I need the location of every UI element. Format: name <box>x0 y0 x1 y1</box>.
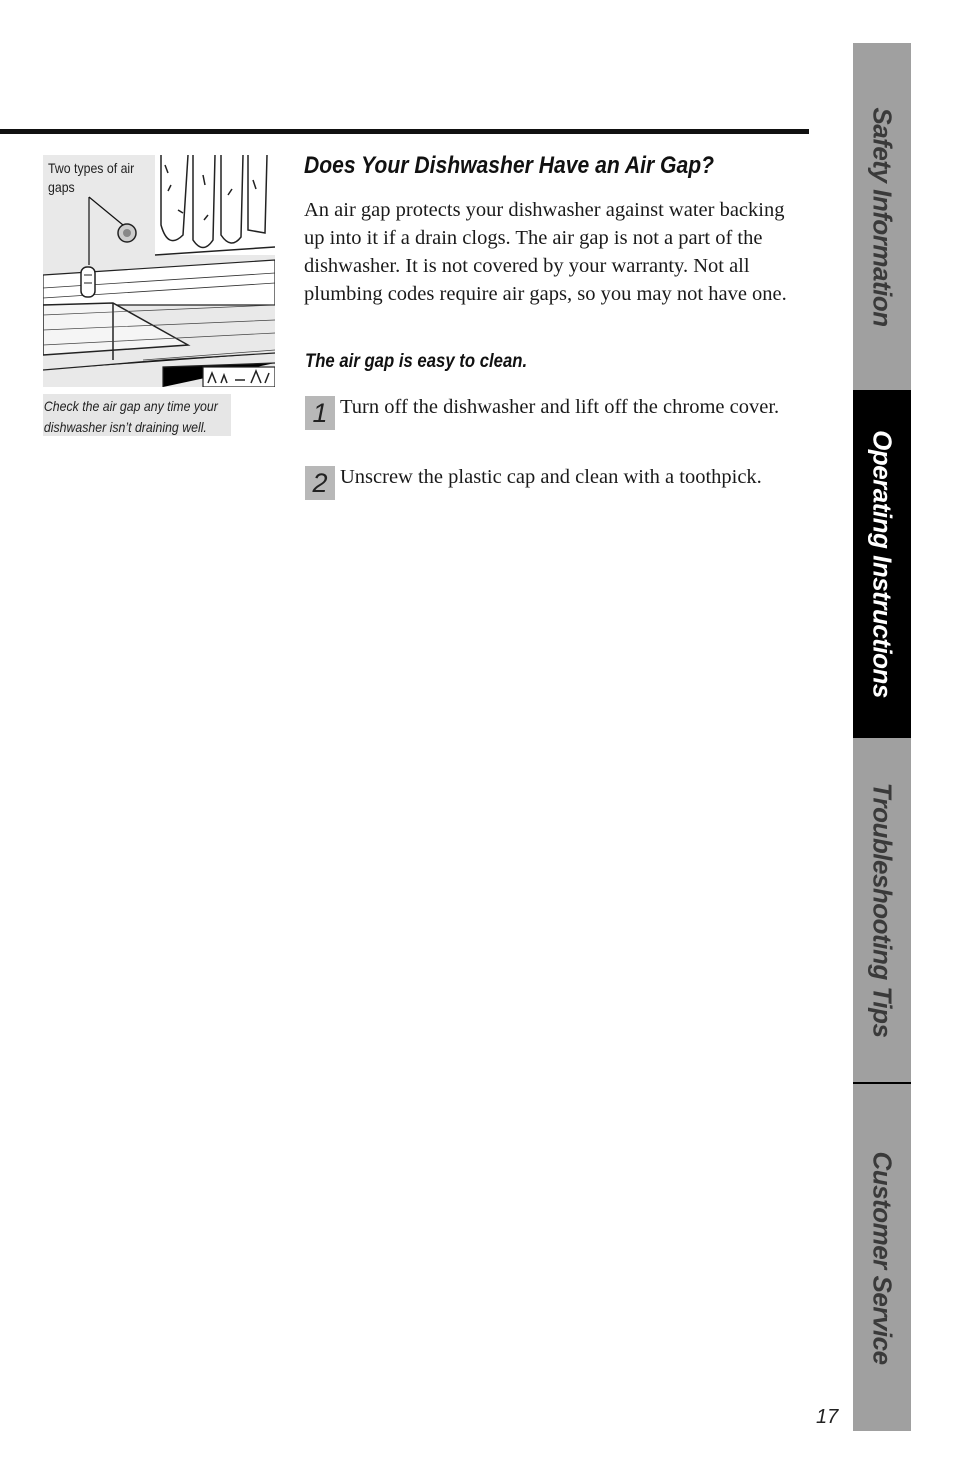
intro-paragraph: An air gap protects your dishwasher against water backing up into it if a drain clogs. The air gap is not a part of the dishwasher. It is not covered by your warranty. Not all plumbing codes require air gaps, so you may not have one. <box>304 199 787 305</box>
tab-safety-information[interactable] <box>853 43 911 390</box>
air-gap-illustration <box>43 155 275 387</box>
top-rule <box>0 129 809 134</box>
tab-label: Operating Instructions <box>867 430 898 698</box>
step-number-badge: 2 <box>305 466 335 500</box>
tab-label: Safety Information <box>867 106 898 327</box>
section-subheading: The air gap is easy to clean. <box>305 351 528 372</box>
figure-caption <box>43 394 231 436</box>
tab-customer-service[interactable] <box>853 1084 911 1431</box>
tab-label: Troubleshooting Tips <box>867 782 898 1038</box>
step-text: Turn off the dishwasher and lift off the chrome cover. <box>340 396 780 418</box>
step-text: Unscrew the plastic cap and clean with a toothpick. <box>340 466 762 488</box>
page-number: 17 <box>816 1406 839 1428</box>
step-number-badge: 1 <box>305 396 335 430</box>
tab-operating-instructions[interactable] <box>853 390 911 738</box>
figure-caption-text: Check the air gap any time your dishwasher isn’t draining well. <box>43 398 218 435</box>
tab-troubleshooting-tips[interactable] <box>853 738 911 1082</box>
figure-label: Two types of air gaps <box>48 160 135 195</box>
tab-label: Customer Service <box>867 1150 898 1365</box>
section-heading: Does Your Dishwasher Have an Air Gap? <box>304 152 715 179</box>
